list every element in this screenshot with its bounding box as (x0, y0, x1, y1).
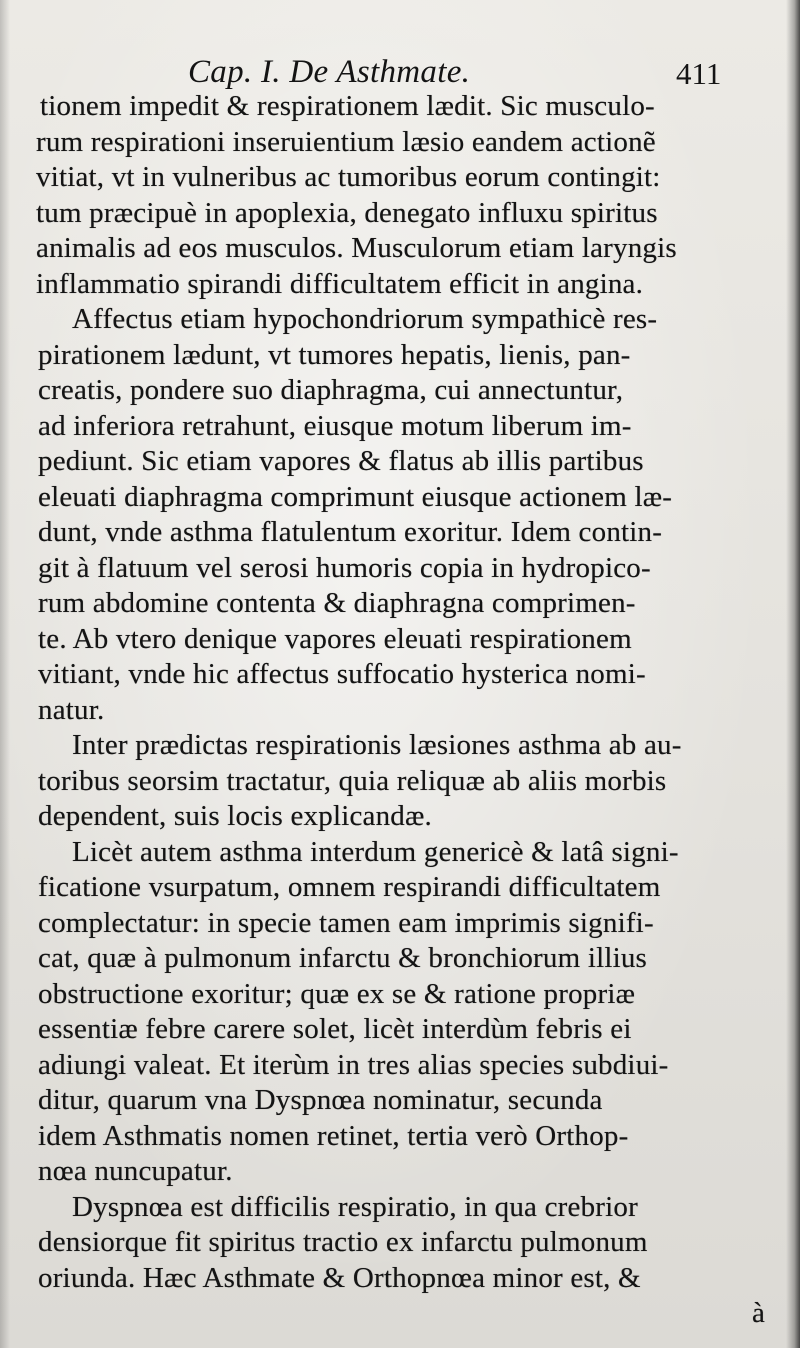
text-line: Dyspnœa est difficilis respiratio, in qua crebrior (72, 1190, 638, 1223)
text-line: adiungi valeat. Et iterùm in tres alias species subdiui- (38, 1048, 669, 1081)
text-line: densiorque fit spiritus tractio ex infarctu pulmonum (38, 1226, 648, 1258)
page-number: 411 (676, 56, 722, 91)
text-line: vitiat, vt in vulneribus ac tumoribus eorum contingit: (36, 161, 661, 193)
text-line: nœa nuncupatur. (38, 1155, 233, 1187)
page-edge-shadow (0, 0, 10, 1348)
catchword: à (752, 1297, 766, 1329)
text-line: dunt, vnde asthma flatulentum exoritur. Idem contin- (38, 516, 663, 548)
text-line: git à flatuum vel serosi humoris copia in hydropico- (38, 551, 651, 584)
text-line: pirationem lædunt, vt tumores hepatis, lienis, pan- (38, 338, 631, 371)
text-line: natur. (38, 693, 105, 726)
text-line: ditur, quarum vna Dyspnœa nominatur, secunda (38, 1084, 603, 1116)
text-line: Licèt autem asthma interdum genericè & latâ signi- (72, 835, 679, 868)
text-line: ficatione vsurpatum, omnem respirandi difficultatem (38, 871, 661, 903)
text-line: obstructione exoritur; quæ ex se & ratione propriæ (38, 977, 636, 1010)
text-line: Inter prædictas respirationis læsiones asthma ab au- (72, 729, 682, 761)
text-line: eleuati diaphragma comprimunt eiusque actionem læ- (38, 480, 673, 513)
text-line: animalis ad eos musculos. Musculorum etiam laryngis (36, 232, 677, 264)
text-line: dependent, suis locis explicandæ. (38, 800, 432, 832)
text-line: ad inferiora retrahunt, eiusque motum liberum im- (38, 409, 632, 442)
text-line: idem Asthmatis nomen retinet, tertia verò Orthop- (38, 1119, 629, 1152)
text-line: oriunda. Hæc Asthmate & Orthopnœa minor est, & (38, 1261, 641, 1294)
text-line: complectatur: in specie tamen eam imprimis signifi- (38, 906, 654, 939)
text-line: tum præcipuè in apoplexia, denegato influxu spiritus (36, 196, 658, 229)
text-line: pediunt. Sic etiam vapores & flatus ab illis partibus (38, 445, 644, 477)
text-line: essentiæ febre carere solet, licèt interdùm febris ei (38, 1013, 632, 1045)
text-line: tionem impedit & respirationem lædit. Sic musculo- (40, 90, 655, 122)
running-head: Cap. I. De Asthmate. (188, 54, 471, 90)
text-line: rum abdomine contenta & diaphragna comprimen- (38, 587, 636, 619)
text-line: te. Ab vtero denique vapores eleuati respirationem (38, 622, 632, 655)
text-line: Affectus etiam hypochondriorum sympathicè res- (72, 303, 658, 335)
text-line: inflammatio spirandi difficultatem efficit in angina. (36, 267, 644, 300)
binding-gutter-shadow (786, 0, 800, 1348)
text-line: toribus seorsim tractatur, quia reliquæ ab aliis morbis (38, 764, 667, 797)
text-line: creatis, pondere suo diaphragma, cui annectuntur, (38, 374, 624, 406)
text-line: vitiant, vnde hic affectus suffocatio hysterica nomi- (38, 658, 646, 690)
text-line: rum respirationi inseruientium læsio eandem actionẽ (36, 125, 656, 158)
text-line: cat, quæ à pulmonum infarctu & bronchiorum illius (38, 942, 648, 974)
